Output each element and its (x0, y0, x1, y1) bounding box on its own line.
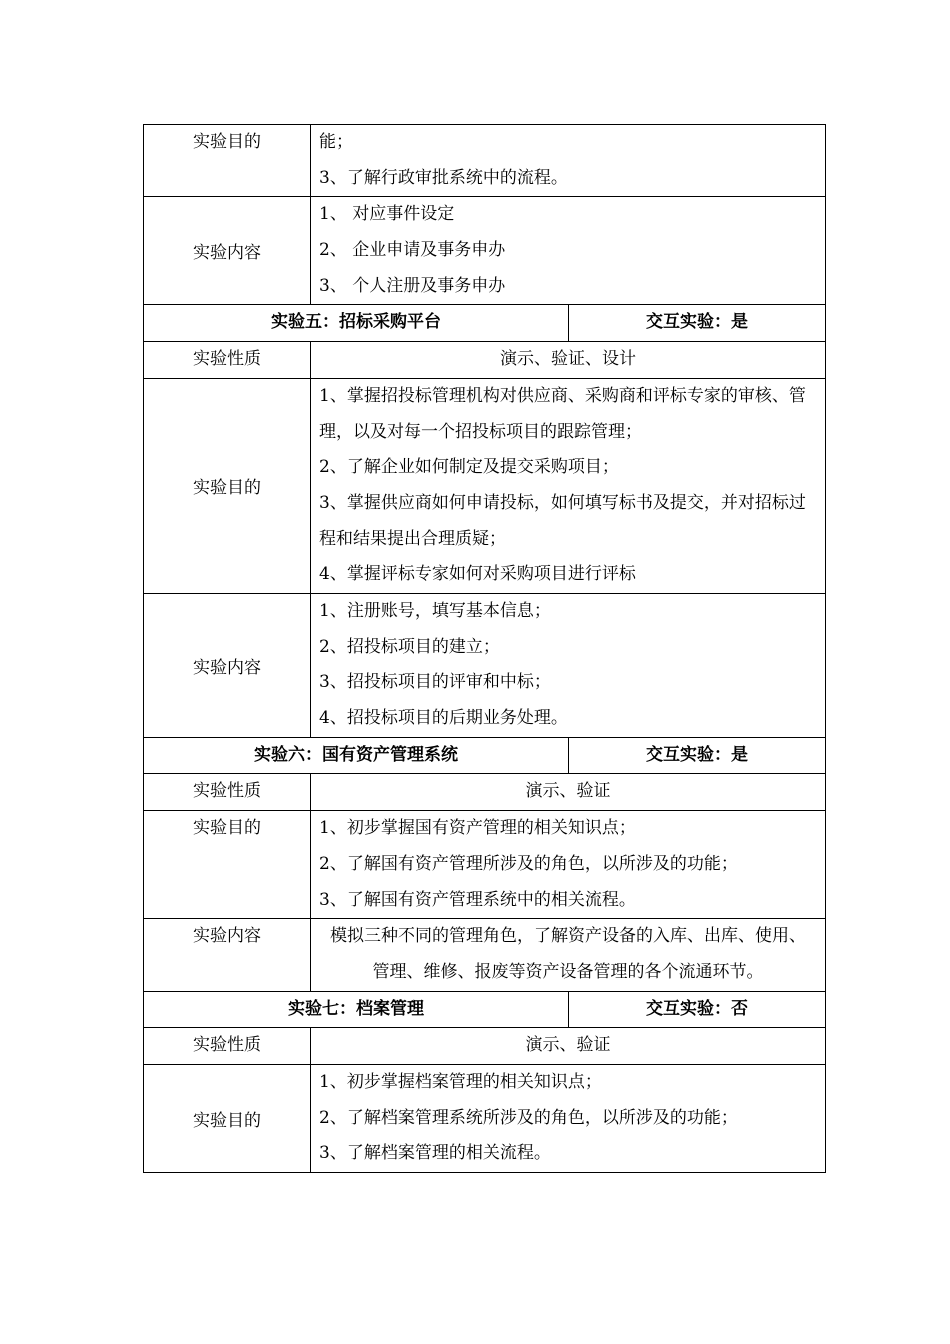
text-paragraph: 3、掌握供应商如何申请投标，如何填写标书及提交，并对招标过程和结果提出合理质疑； (319, 492, 806, 549)
table-row (144, 305, 826, 342)
table-row (144, 378, 826, 593)
row-label: 实验性质 (144, 342, 311, 379)
text-line: 1、初步掌握国有资产管理的相关知识点； (319, 818, 636, 839)
table-row (144, 594, 826, 738)
row-label: 实验目的 (144, 811, 311, 919)
text-line: 3、招投标项目的评审和中标； (319, 672, 551, 693)
table-row (144, 125, 826, 197)
text-line: 1、初步掌握档案管理的相关知识点； (319, 1072, 602, 1093)
text-line: 2、了解企业如何制定及提交采购项目； (319, 457, 619, 478)
text-paragraph: 模拟三种不同的管理角色，了解资产设备的入库、出库、使用、管理、维修、报废等资产设备管理的各个流通环节。 (330, 926, 806, 982)
text-line: 2、招投标项目的建立； (319, 636, 500, 657)
row-content (311, 378, 826, 593)
text-line: 2、 企业申请及事务申办 (319, 240, 506, 261)
row-content (311, 125, 826, 197)
row-label: 实验性质 (144, 1028, 311, 1065)
text-line: 3、了解行政审批系统中的流程。 (319, 167, 568, 188)
text-line: 3、 个人注册及事务申办 (319, 275, 506, 296)
row-label: 实验性质 (144, 774, 311, 811)
experiment-title: 实验五：招标采购平台 (144, 305, 569, 342)
row-label: 实验目的 (144, 378, 311, 593)
row-label: 实验目的 (144, 1065, 311, 1173)
table-row (144, 774, 826, 811)
row-content (311, 594, 826, 738)
table-row (144, 1028, 826, 1065)
text-line: 能； (319, 132, 353, 152)
interactive-flag: 交互实验：否 (569, 991, 826, 1028)
text-line: 2、了解国有资产管理所涉及的角色，以所涉及的功能； (319, 853, 738, 874)
experiment-title: 实验六：国有资产管理系统 (144, 737, 569, 774)
nature-value: 演示、验证 (311, 1028, 826, 1065)
text-line: 3、了解国有资产管理系统中的相关流程。 (319, 889, 636, 910)
text-line: 1、 对应事件设定 (319, 204, 455, 225)
text-paragraph: 1、掌握招投标管理机构对供应商、采购商和评标专家的审核、管理，以及对每一个招投标项目的跟踪管理； (319, 385, 806, 442)
row-content (311, 1065, 826, 1173)
table-row (144, 342, 826, 379)
row-label: 实验内容 (144, 594, 311, 738)
table-row (144, 811, 826, 919)
text-line: 2、了解档案管理系统所涉及的角色，以所涉及的功能； (319, 1107, 738, 1128)
row-content (311, 919, 826, 991)
interactive-flag: 交互实验：是 (569, 305, 826, 342)
experiment-table (143, 124, 826, 1173)
row-label: 实验目的 (144, 125, 311, 197)
text-line: 3、了解档案管理的相关流程。 (319, 1143, 551, 1164)
experiment-title: 实验七：档案管理 (144, 991, 569, 1028)
nature-value: 演示、验证、设计 (311, 342, 826, 379)
text-line: 4、招投标项目的后期业务处理。 (319, 708, 568, 729)
table-row (144, 919, 826, 991)
row-label: 实验内容 (144, 919, 311, 991)
table-row (144, 991, 826, 1028)
table-row (144, 737, 826, 774)
nature-value: 演示、验证 (311, 774, 826, 811)
table-row (144, 1065, 826, 1173)
text-line: 4、掌握评标专家如何对采购项目进行评标 (319, 564, 636, 585)
row-label: 实验内容 (144, 197, 311, 305)
table-row (144, 197, 826, 305)
text-line: 1、注册账号，填写基本信息； (319, 601, 551, 622)
row-content (311, 811, 826, 919)
document-page (143, 124, 825, 1173)
row-content (311, 197, 826, 305)
interactive-flag: 交互实验：是 (569, 737, 826, 774)
